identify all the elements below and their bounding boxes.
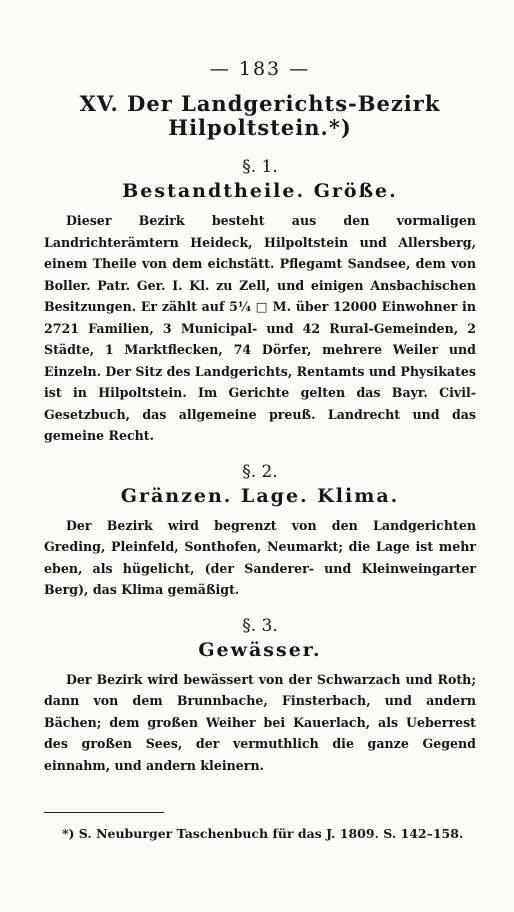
chapter-title-cont: Hilpoltstein.*): [168, 115, 352, 140]
section-text: Dieser Bezirk besteht aus den vormaligen Landrichterämtern Heideck, Hilpoltstein und Allersberg, einem Theile von dem eichstätt. Pflegamt Sandsee, dem von Boller. Patr. Ger. I. Kl. zu Zell, und einigen Ansbachischen Besitzungen. Er zählt auf 5¼ □ M. über 12000 Einwohner in 2721 Familien, 3 Municipal- und 42 Rural-Gemeinden, 2 Städte, 1 Marktflecken, 74 Dörfer, mehrere Weiler und Einzeln. Der Sitz des Landgerichts, Rentamts und Physikates ist in Hilpoltstein. Im Gerichte gelten das Bayr. Civil-Gesetzbuch, das allgemeine preuß. Landrecht und das gemeine Recht.: [44, 213, 476, 443]
section-number: §. 1.: [242, 157, 278, 177]
section-text: Der Bezirk wird bewässert von der Schwarzach und Roth; dann von dem Brunnbache, Finsterbach, und andern Bächen; dem großen Weiher bei Kauerlach, als Ueberrest des großen Sees, der vermuthlich die ganze Gegend einnahm, und andern kleinern.: [44, 671, 476, 773]
chapter-title: XV. Der Landgerichts-Bezirk: [79, 91, 441, 116]
section-title: Bestandtheile. Größe.: [122, 180, 398, 202]
footnote: *) S. Neuburger Taschenbuch für das J. 1809. S. 142–158.: [62, 826, 464, 841]
footnote-divider: [44, 812, 164, 813]
section-3: [44, 615, 476, 777]
section-number: §. 2.: [242, 461, 278, 482]
section-text: Der Bezirk wird begrenzt von den Landgerichten Greding, Pleinfeld, Sonthofen, Neumarkt; die Lage ist mehr eben, als hügelicht, (der Sanderer- und Kleinweingarter Berg), das Klima gemäßigt.: [44, 517, 476, 597]
section-number: §. 3.: [242, 615, 278, 636]
section-title: Gewässer.: [198, 638, 322, 661]
page-body: [44, 58, 476, 776]
page-number: — 183 —: [209, 58, 311, 80]
section-1: [44, 156, 476, 447]
section-title: Gränzen. Lage. Klima.: [120, 484, 400, 507]
section-2: [44, 461, 476, 601]
